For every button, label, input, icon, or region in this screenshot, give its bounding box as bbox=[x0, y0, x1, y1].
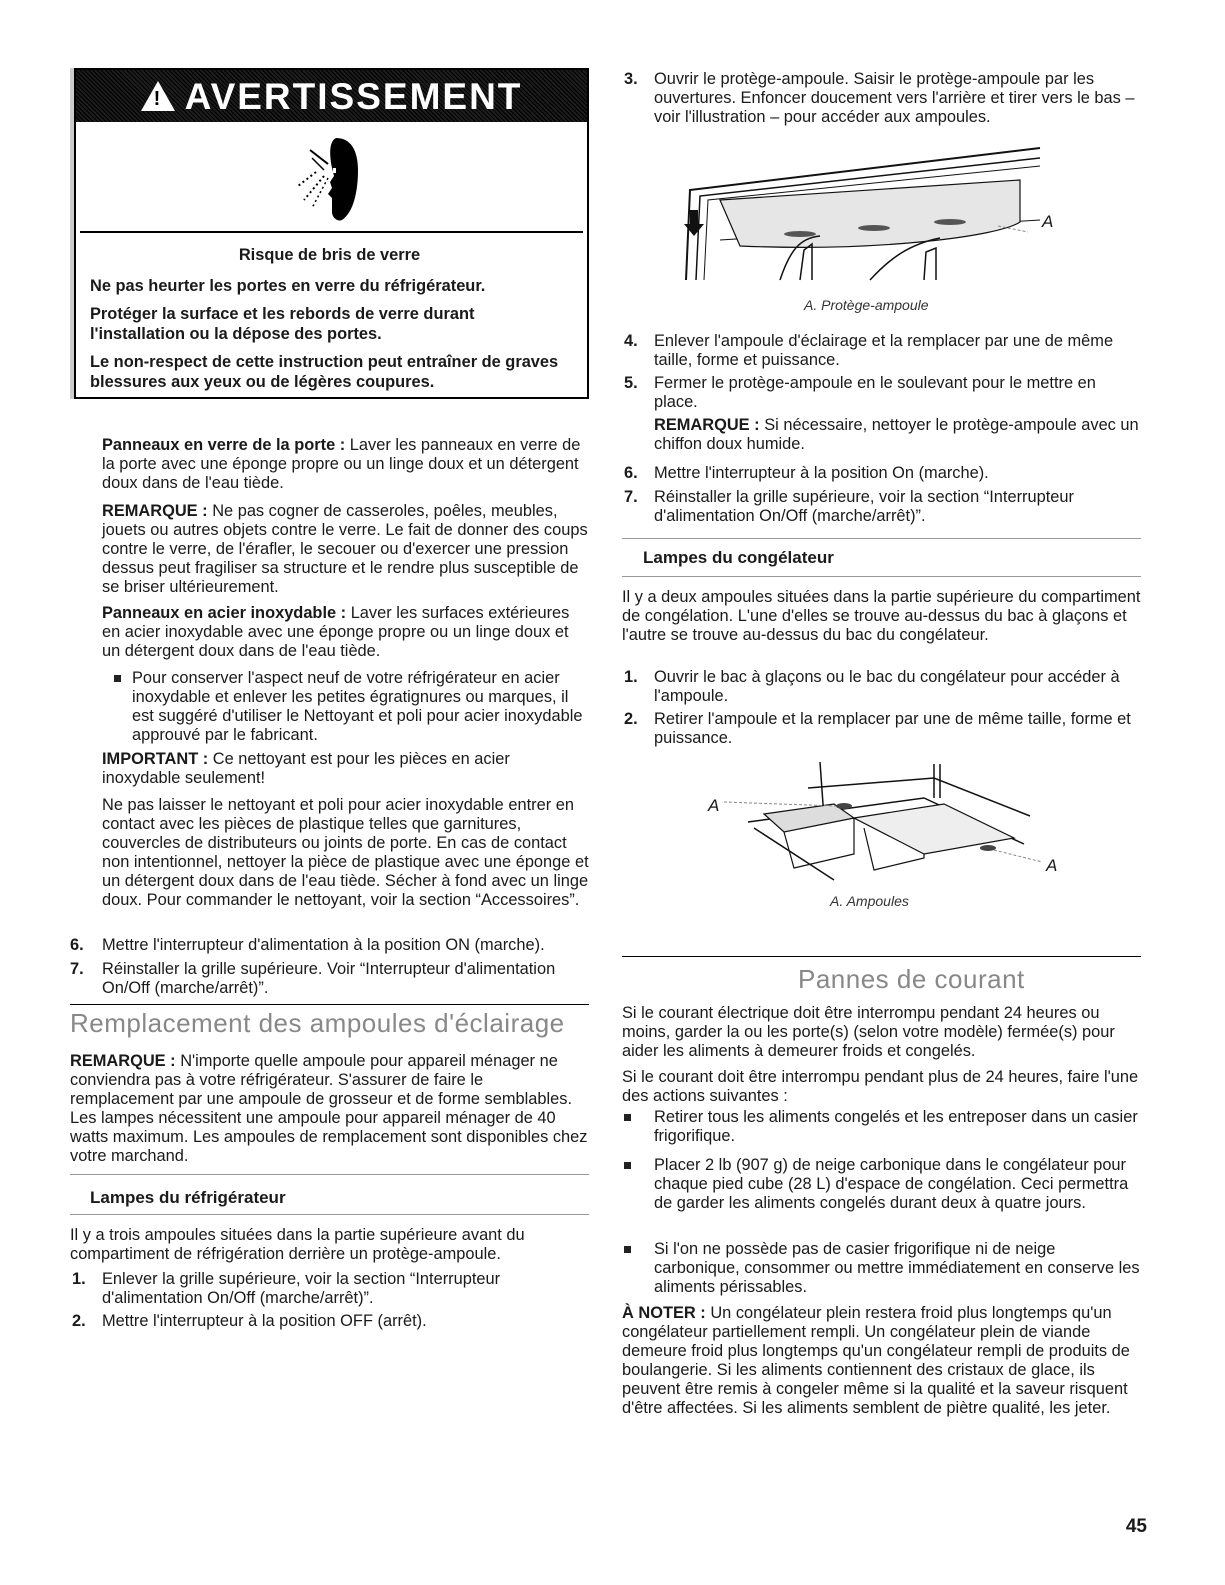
warning-triangle-icon: ! bbox=[141, 81, 175, 111]
warning-line-1: Ne pas heurter les portes en verre du réfrigérateur. bbox=[90, 277, 486, 295]
power-paragraph-2: Si le courant doit être interrompu pendant plus de 24 heures, faire l'une des actions suivantes : bbox=[622, 1068, 1139, 1105]
bullet-marker bbox=[114, 675, 121, 682]
important-paragraph bbox=[102, 750, 590, 788]
warning-line-2: Protéger la surface et les rebords de verre durant l'installation ou la dépose des portes. bbox=[90, 305, 475, 343]
section-rule bbox=[70, 1004, 589, 1005]
freezer-lamps-text: Il y a deux ampoules situées dans la partie supérieure du compartiment de congélation. L'une d'elles se trouve au-dessus du bac à glaçons et l'autre se trouve au-dessus du bac du congélateur. bbox=[622, 588, 1141, 644]
freezer-step-2-text: Retirer l'ampoule et la remplacer par une de même taille, forme et puissance. bbox=[654, 710, 1131, 747]
step-6b-number: 6. bbox=[624, 464, 638, 482]
warning-line-3: Le non-respect de cette instruction peut entraîner de graves blessures aux yeux ou de légères coupures. bbox=[90, 353, 559, 391]
freezer-step-2-number: 2. bbox=[624, 710, 638, 728]
fridge-step-2-text: Mettre l'interrupteur à la position OFF (arrêt). bbox=[102, 1312, 427, 1330]
note-2-paragraph bbox=[70, 1052, 590, 1166]
step-7-text: Réinstaller la grille supérieure. Voir “Interrupteur d'alimentation On/Off (marche/arrêt)”. bbox=[102, 960, 556, 997]
power-bullet-2: Placer 2 lb (907 g) de neige carbonique dans le congélateur pour chaque pied cube (28 L) d'espace de congélation. Ceci permettra de garder les aliments congelés durant deux à quatre jours. bbox=[654, 1156, 1129, 1212]
subsection-rule-bottom bbox=[70, 1214, 589, 1215]
cleaner-warning-paragraph: Ne pas laisser le nettoyant et poli pour acier inoxydable entrer en contact avec les pièces de plastique telles que garnitures, couvercles de distributeurs ou joints de porte. En cas de contact non intentionnel, nettoyer la pièce de plastique avec une éponge et un détergent doux dans de l'eau tiède. Sécher à fond avec un linge doux. Pour commander le nettoyant, voir la section “Accessoires”. bbox=[102, 796, 589, 909]
note-3-paragraph bbox=[654, 416, 1140, 454]
step-7b-number: 7. bbox=[624, 488, 638, 506]
fridge-step-1-text: Enlever la grille supérieure, voir la section “Interrupteur d'alimentation On/Off (marche/arrêt)”. bbox=[102, 1270, 501, 1307]
step-7-number: 7. bbox=[70, 960, 84, 978]
figure-2-label-a: A bbox=[708, 796, 720, 815]
freezer-lamps-title: Lampes du congélateur bbox=[643, 548, 834, 567]
noter-text: Un congélateur plein restera froid plus longtemps qu'un congélateur partiellement rempli. Un congélateur plein de viande demeure froid plus longtemps qu'un congélateur rempli de produits de boulangerie. Si les aliments contiennent des cristaux de glace, ils peuvent être remis à congeler même si la qualité et la saveur risquent d'être affectées. Si les aliments semblent de piètre qualité, les jeter. bbox=[622, 1304, 1130, 1417]
note-3-text: Si nécessaire, nettoyer le protège-ampoule avec un chiffon doux humide. bbox=[654, 416, 1139, 453]
figure-2-caption: A. Ampoules bbox=[830, 893, 909, 909]
bullet-marker bbox=[624, 1114, 631, 1121]
note-3-label: REMARQUE : bbox=[654, 416, 760, 434]
step-6-number: 6. bbox=[70, 936, 84, 954]
step-7b-text: Réinstaller la grille supérieure, voir la section “Interrupteur d'alimentation On/Off (marche/arrêt)”. bbox=[654, 488, 1074, 525]
step-5-text: Fermer le protège-ampoule en le soulevant pour le mettre en place. bbox=[654, 374, 1096, 411]
freezer-bulbs-illustration bbox=[724, 758, 1044, 888]
note-1-text: Ne pas cogner de casseroles, poêles, meubles, jouets ou autres objets contre le verre. Le fait de donner des coups contre le verre, de l'érafler, le secouer ou d'exercer une pression dessus peut fragiliser sa structure et le rendre plus susceptible de se briser ultérieurement. bbox=[102, 502, 588, 596]
steel-panels-paragraph bbox=[102, 604, 590, 661]
steel-panels-text: Laver les surfaces extérieures en acier inoxydable avec une éponge propre ou un linge doux et un détergent doux dans de l'eau tiède. bbox=[102, 604, 570, 660]
fridge-step-2-number: 2. bbox=[72, 1312, 86, 1330]
noter-label: À NOTER : bbox=[622, 1304, 706, 1322]
bullet-marker bbox=[624, 1162, 631, 1169]
page-number: 45 bbox=[1125, 1516, 1147, 1537]
warning-box bbox=[74, 68, 589, 399]
note-2-label: REMARQUE : bbox=[70, 1052, 176, 1070]
note-1-paragraph bbox=[102, 502, 590, 597]
power-bullet-1: Retirer tous les aliments congelés et les entreposer dans un casier frigorifique. bbox=[654, 1108, 1138, 1145]
step-4-text: Enlever l'ampoule d'éclairage et la remplacer par une de même taille, forme et puissance. bbox=[654, 332, 1114, 369]
step-5-number: 5. bbox=[624, 374, 638, 392]
step-3-text: Ouvrir le protège-ampoule. Saisir le protège-ampoule par les ouvertures. Enfoncer doucement vers l'arrière et tirer vers le bas – voir l'illustration – pour accéder aux ampoules. bbox=[654, 70, 1135, 126]
note-2-text: N'importe quelle ampoule pour appareil ménager ne conviendra pas à votre réfrigérateur. S'assurer de faire le remplacement par une ampoule de grosseur et de forme semblables. Les lampes nécessitent une ampoule pour appareil ménager de 40 watts maximum. Les ampoules de remplacement sont disponibles chez votre marchand. bbox=[70, 1052, 588, 1165]
steel-panels-label: Panneaux en acier inoxydable : bbox=[102, 604, 347, 622]
warning-body bbox=[76, 233, 587, 392]
note-freezer-paragraph bbox=[622, 1304, 1142, 1418]
freezer-step-1-text: Ouvrir le bac à glaçons ou le bac du congélateur pour accéder à l'ampoule. bbox=[654, 668, 1120, 705]
bullet-marker bbox=[624, 1246, 631, 1253]
glass-panels-paragraph bbox=[102, 436, 590, 493]
fridge-lamps-text: Il y a trois ampoules situées dans la partie supérieure avant du compartiment de réfrigération derrière un protège-ampoule. bbox=[70, 1226, 525, 1263]
important-text: Ce nettoyant est pour les pièces en acier inoxydable seulement! bbox=[102, 750, 510, 787]
important-label: IMPORTANT : bbox=[102, 750, 209, 768]
freezer-rule-bottom bbox=[622, 576, 1141, 577]
figure-1-caption: A. Protège-ampoule bbox=[804, 297, 929, 313]
figure-2-label-b: A bbox=[1046, 856, 1058, 875]
step-6-text: Mettre l'interrupteur d'alimentation à la position ON (marche). bbox=[102, 936, 545, 954]
light-shield-illustration bbox=[680, 140, 1060, 290]
power-outage-title: Pannes de courant bbox=[798, 964, 1025, 994]
lamp-replacement-title: Remplacement des ampoules d'éclairage bbox=[70, 1008, 565, 1038]
warning-hazard: Risque de bris de verre bbox=[238, 246, 421, 264]
warning-picture bbox=[80, 122, 583, 233]
step-6b-text: Mettre l'interrupteur à la position On (marche). bbox=[654, 464, 989, 482]
subsection-rule-top bbox=[70, 1174, 589, 1175]
eye-hazard-icon bbox=[288, 128, 368, 228]
figure-1-label: A bbox=[1042, 212, 1054, 231]
glass-panels-text: Laver les panneaux en verre de la porte avec une éponge propre ou un linge doux et un détergent doux dans de l'eau tiède. bbox=[102, 436, 581, 492]
power-rule bbox=[622, 956, 1141, 957]
warning-header bbox=[76, 70, 587, 122]
step-3-number: 3. bbox=[624, 70, 638, 88]
fridge-step-1-number: 1. bbox=[72, 1270, 86, 1288]
step-4-number: 4. bbox=[624, 332, 638, 350]
note-1-label: REMARQUE : bbox=[102, 502, 208, 520]
steel-bullet-1: Pour conserver l'aspect neuf de votre réfrigérateur en acier inoxydable et enlever les petites égratignures ou marques, il est suggéré d'utiliser le Nettoyant et poli pour acier inoxydable approuvé par le fabricant. bbox=[132, 669, 583, 744]
warning-title: AVERTISSEMENT bbox=[184, 75, 523, 117]
power-bullet-3: Si l'on ne possède pas de casier frigorifique ni de neige carbonique, consommer ou mettre immédiatement en conserve les aliments périssables. bbox=[654, 1240, 1140, 1296]
glass-panels-label: Panneaux en verre de la porte : bbox=[102, 436, 346, 454]
power-paragraph-1: Si le courant électrique doit être interrompu pendant 24 heures ou moins, garder la ou les porte(s) (selon votre modèle) fermée(s) pour aider les aliments à demeurer froids et congelés. bbox=[622, 1004, 1115, 1060]
freezer-step-1-number: 1. bbox=[624, 668, 638, 686]
fridge-lamps-title: Lampes du réfrigérateur bbox=[90, 1188, 286, 1207]
freezer-rule-top bbox=[622, 538, 1141, 539]
